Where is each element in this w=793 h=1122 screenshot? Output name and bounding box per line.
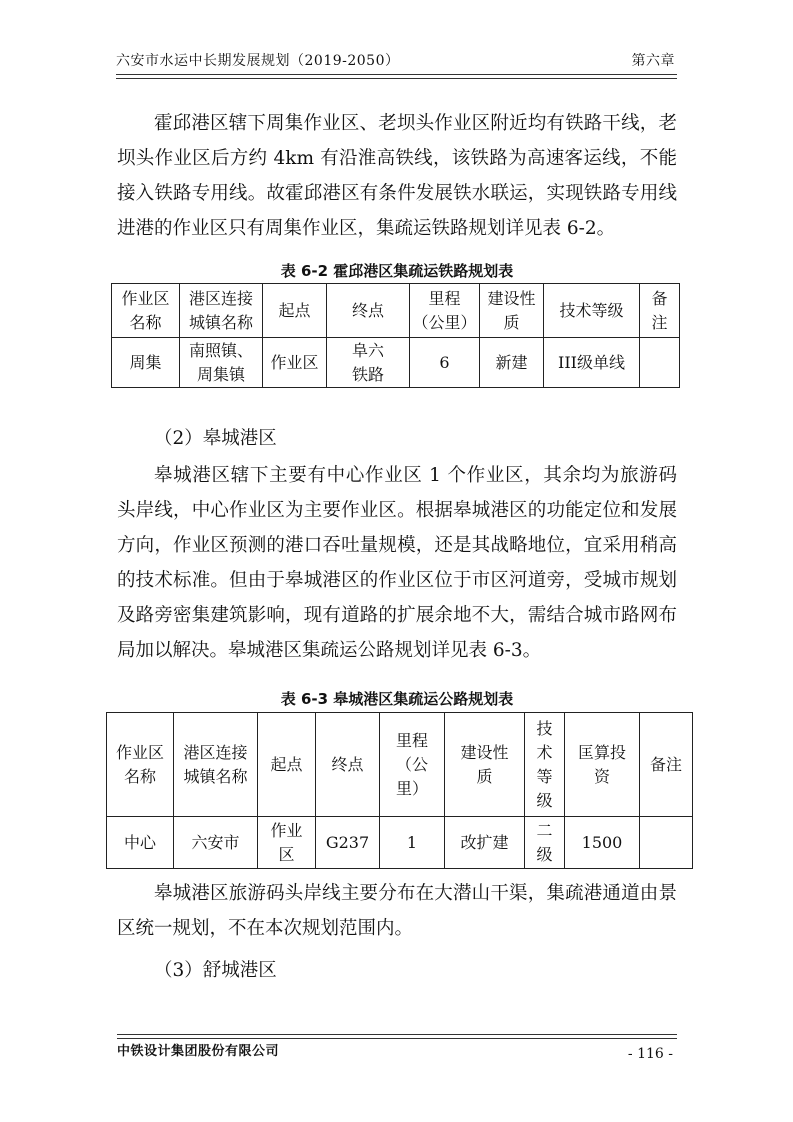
header-cell: 备 注 (640, 284, 680, 338)
table-6-2 (111, 283, 680, 388)
header-cell: 匡算投 资 (565, 713, 640, 817)
header-cell: 终点 (327, 284, 410, 338)
company-name: 中铁设计集团股份有限公司 (117, 1044, 280, 1059)
cell: 六安市 (174, 817, 258, 869)
cell: G237 (316, 817, 380, 869)
footer-rule-thin (117, 1038, 677, 1039)
chapter-label: 第六章 (631, 53, 675, 69)
cell: III级单线 (544, 338, 640, 388)
header-cell: 作业区 名称 (112, 284, 180, 338)
header-cell: 里程 （公里） (410, 284, 480, 338)
table-6-3 (106, 712, 693, 869)
cell: 南照镇、 周集镇 (180, 338, 263, 388)
cell (640, 338, 680, 388)
cell: 作业 区 (258, 817, 316, 869)
header-cell: 建设性 质 (480, 284, 544, 338)
document-title: 六安市水运中长期发展规划（2019-2050） (116, 53, 400, 69)
table-6-3-caption: 表 6-3 皋城港区集疏运公路规划表 (280, 690, 514, 708)
cell: 阜六 铁路 (327, 338, 410, 388)
header-cell: 港区连接 城镇名称 (180, 284, 263, 338)
header-cell: 起点 (258, 713, 316, 817)
cell: 改扩建 (445, 817, 525, 869)
header-cell: 技术等级 (544, 284, 640, 338)
page-number: - 116 - (627, 1046, 673, 1062)
paragraph-huoqiu: 霍邱港区辖下周集作业区、老坝头作业区附近均有铁路干线，老坝头作业区后方约 4km 有沿淮高铁线，该铁路为高速客运线，不能接入铁路专用线。故霍邱港区有条件发展铁水联运，实现铁路专用线进港的作业区只有周集作业区，集疏运铁路规划详见表 6-2。 (117, 113, 677, 239)
section-heading-gaocheng: （2）皋城港区 (154, 428, 277, 449)
cell: 1500 (565, 817, 640, 869)
cell: 6 (410, 338, 480, 388)
header-cell: 里程 （公 里） (380, 713, 445, 817)
header-cell: 建设性 质 (445, 713, 525, 817)
header-rule-thin (116, 78, 677, 79)
table-row (107, 817, 693, 869)
cell: 周集 (112, 338, 180, 388)
table-header-row (112, 284, 680, 338)
header-cell: 作业区 名称 (107, 713, 174, 817)
table-6-2-caption: 表 6-2 霍邱港区集疏运铁路规划表 (280, 262, 514, 280)
table-row (112, 338, 680, 388)
paragraph-tourism: 皋城港区旅游码头岸线主要分布在大潜山干渠，集疏港通道由景区统一规划，不在本次规划范围内。 (117, 883, 677, 939)
cell (640, 817, 693, 869)
paragraph-gaocheng: 皋城港区辖下主要有中心作业区 1 个作业区，其余均为旅游码头岸线，中心作业区为主要作业区。根据皋城港区的功能定位和发展方向，作业区预测的港口吞吐量规模，还是其战略地位，宜采用稍高的技术标准。但由于皋城港区的作业区位于市区河道旁，受城市规划及路旁密集建筑影响，现有道路的扩展余地不大，需结合城市路网布局加以解决。皋城港区集疏运公路规划详见表 6-3。 (117, 465, 677, 661)
cell: 中心 (107, 817, 174, 869)
header-cell: 终点 (316, 713, 380, 817)
page-header (116, 50, 677, 76)
footer-rule (117, 1034, 677, 1035)
cell: 二 级 (525, 817, 565, 869)
header-rule (116, 74, 677, 75)
cell: 1 (380, 817, 445, 869)
header-cell: 备注 (640, 713, 693, 817)
cell: 作业区 (263, 338, 327, 388)
header-cell: 技 术 等 级 (525, 713, 565, 817)
section-heading-shucheng: （3）舒城港区 (154, 960, 277, 981)
table-header-row (107, 713, 693, 817)
header-cell: 港区连接 城镇名称 (174, 713, 258, 817)
header-cell: 起点 (263, 284, 327, 338)
cell: 新建 (480, 338, 544, 388)
